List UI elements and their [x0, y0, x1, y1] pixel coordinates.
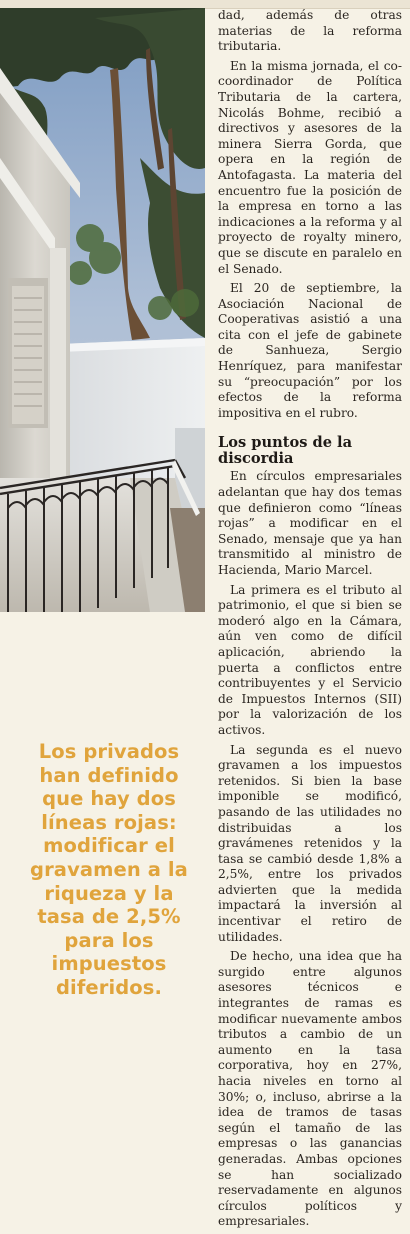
article-paragraph: dad, además de otras materias de la reforma tributaria. [218, 8, 402, 54]
section-subheading: Los puntos de la discordia [218, 434, 353, 467]
article-column [218, 8, 402, 1234]
article-paragraph: De hecho, una idea que ha surgido entre algunos asesores técnicos e integrantes de ramas es modificar nuevamente ambos tributos a cambio de un aumento en la tasa corporativa, hoy en 27%, hacia niveles en torno al 30%; o, incluso, abrirse a la idea de tramos de tasas según el tamaño de las empresas o las ganancias generadas. Ambas opciones se han socializado reservadamente en algunos círculos políticos y empresariales. [218, 949, 402, 1229]
pull-quote: Los privados han definido que hay dos líneas rojas: modificar el gravamen a la riqueza y la tasa de 2,5% para los impuestos diferidos. [30, 740, 188, 999]
article-paragraph: El 20 de septiembre, la Asociación Nacional de Cooperativas asistió a una cita con el jefe de gabinete de Sanhueza, Sergio Henríquez, para manifestar su “preocupación” por los efectos de la reforma impositiva en el rubro. [218, 281, 402, 420]
article-paragraph: La primera es el tributo al patrimonio, el que si bien se moderó algo en la Cámara, aún ven como de difícil aplicación, abriendo la puerta a conflictos entre contribuyentes y el Servicio de Impuestos Internos (SII) por la valorización de los activos. [218, 582, 402, 737]
house-balcony-trees-photo [0, 8, 205, 612]
article-paragraph: La segunda es el nuevo gravamen a los impuestos retenidos. Si bien la base imponible se modificó, pasando de las utilidades no distribuidas a los gravámenes retenidos y la tasa se cambió desde 1,8% a 2,5%, entre los privados advierten que la medida impactará la inversión al incentivar el retiro de utilidades. [218, 742, 402, 944]
article-paragraph: En la misma jornada, el co-coordinador de Política Tributaria de la cartera, Nicolás Bohme, recibió a directivos y asesores de la minera Sierra Gorda, que opera en la región de Antofagasta. La materia del encuentro fue la posición de la empresa en torno a las indicaciones a la reforma y al proyecto de royalty minero, que se discute en paralelo en el Senado. [218, 58, 402, 276]
article-paragraph: En círculos empresariales adelantan que hay dos temas que definieron como “líneas rojas” a modificar en el Senado, mensaje que ya han transmitido al ministro de Hacienda, Mario Marcel. [218, 469, 402, 577]
